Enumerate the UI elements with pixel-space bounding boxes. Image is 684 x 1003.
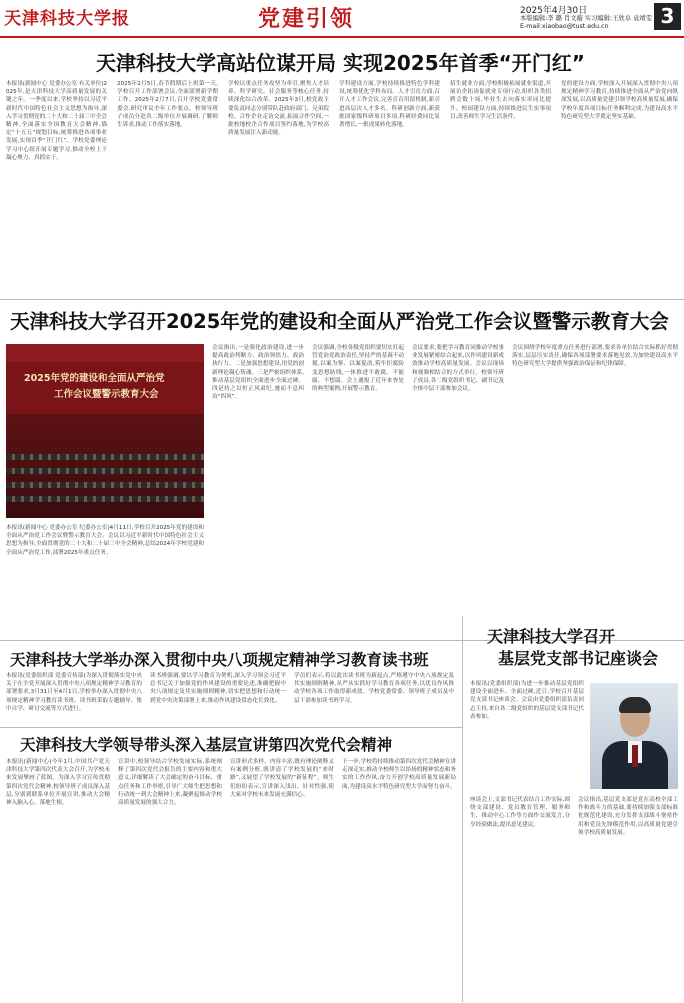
article5-col2: 座谈会上,支部书记代表结合工作实际,围绕支部建设、党员教育管理、服务师生、推动中心工作等方面作交流发言,分享经验做法,提出意见建议。 [470, 797, 570, 828]
divider [0, 299, 684, 300]
page-number: 3 [654, 3, 681, 30]
article1-col5: 招生就业方面,学校积极拓展就业渠道,开展访企拓岗促就业专项行动,组织各类招聘会数十场,毕业生去向落实率同比提升。校园建设方面,持续推进民生实事项目,改善师生学习生活条件。 [450, 81, 551, 120]
audience-row [6, 468, 204, 474]
masthead-divider [0, 36, 684, 38]
article4-col2: 宣讲中,校领导结合学校发展实际,系统阐释了第四次党代会报告的主要内容和重大意义,详细解读了大会确定的奋斗目标、重点任务和工作举措,引导广大师生把思想和行动统一到大会精神上来,凝聚起推动学校高质量发展的强大合力。 [118, 759, 222, 807]
editor-line: 本版编辑:李 璐 肖文璇 实习编辑:王欣卓 袁靖雯 [520, 15, 652, 22]
article1-col6: 党的建设方面,学校深入开展深入贯彻中央八项规定精神学习教育,持续推进全面从严治党向纵深发展,以高质量党建引领学校高质量发展,确保学校年度各项目标任务顺利完成,为建设高水平特色研究型大学奠定坚实基础。 [561, 81, 678, 120]
photo-logo-strip [6, 344, 204, 362]
article2-col2: 会议指出,一是强化政治建设,进一步提高政治判断力、政治领悟力、政治执行力。二是加强思想建设,用党的创新理论凝心铸魂。三是严密组织体系,推动基层党组织全面进步全面过硬。四是持之以恒正风肃纪,驰而不息纠治“四风”。 [212, 345, 304, 401]
article4-col3: 宣讲形式多样、内容丰富,既有理论阐释又有案例分析,既讲清了学校发展的“来时路”,又展望了学校发展的“新征程”。师生们纷纷表示,宣讲深入浅出、针对性强,使大家对学校未来发展充满信心。 [230, 759, 334, 798]
editor-credits [520, 15, 652, 31]
meeting-photo [6, 344, 204, 518]
audience-row [6, 496, 204, 502]
article4-headline: 天津科技大学领导带头深入基层宣讲第四次党代会精神 [20, 736, 393, 754]
article3-col1: 本报讯(党委组织部 党委宣传部)为深入贯彻落实党中央关于在全党开展深入贯彻中央八项规定精神学习教育的部署要求,3月31日至4月1日,学校举办深入贯彻中央八项规定精神学习教育读书班。读书班采取专题辅导、集中自学、研讨交流等方式进行。 [6, 673, 142, 712]
article3-col2: 读书班强调,要以学习教育为契机,深入学习领会习近平总书记关于加强党的作风建设的重要论述,准确把握中央八项规定及其实施细则精神,切实把思想和行动统一到党中央决策部署上来,推动作风建设常态化长效化。 [150, 673, 286, 704]
article1-col1: 本报讯(新闻中心 党委办公室 有关单位)2025年,是天津科技大学高质量发展的关键之年。一季度以来,学校坚持以习近平新时代中国特色社会主义思想为指导,深入学习贯彻党的二十大和二十届三中全会精神,全面落实全国教育大会精神,锚定“十五五”规划目标,统筹推进各项事业发展,实现首季“开门红”。学校党委理论学习中心组开展专题学习,推动全校上下凝心聚力、真抓实干。 [6, 81, 107, 161]
masthead [0, 0, 684, 40]
editor-email: E-mail:xiaobao@tust.edu.cn [520, 23, 609, 30]
portrait-hair [619, 697, 651, 713]
article2-col5: 会议围绕学校年度重点任务进行部署,要求各单位结合实际抓好贯彻落实,层层压实责任,确保各项部署要求落地见效,为加快建设高水平特色研究型大学提供坚强政治保证和纪律保障。 [512, 345, 678, 368]
article4-col1: 本报讯(新闻中心)今年1月,中国共产党天津科技大学第四次代表大会召开,为学校未来发展擘画了蓝图。为深入学习宣传贯彻第四次党代会精神,校领导班子成员深入基层,分别到联系单位开展宣讲,推动大会精神入脑入心、落地生根。 [6, 759, 110, 807]
column-divider [462, 616, 463, 1002]
speaker-portrait [590, 683, 678, 789]
article5-col1: 本报讯(党委组织部)为进一步推动基层党组织建设全面进步、全面过硬,近日,学校召开基层党支部书记座谈会。会议由党委组织部负责同志主持,来自各二级党组织的基层党支部书记代表参加。 [470, 681, 584, 720]
article2-col4: 会议要求,要把学习教育同推动学校事业发展紧密结合起来,以作风建设新成效推动学校高质量发展。会议以现场和视频相结合的方式举行。校领导班子成员,各二级党组织书记、副书记及全体中层干部参加会议。 [412, 345, 504, 393]
article3-col3: 学员们表示,将以此次读书班为新起点,严格遵守中央八项规定及其实施细则精神,从严从实抓好学习教育各项任务,以优良作风推动学校各项工作取得新成效。学校党委常委、领导班子成员及中层干部参加读书班学习。 [294, 673, 454, 704]
issue-date: 2025年4月30日 [520, 6, 588, 16]
article1-headline: 天津科技大学高站位谋开局 实现2025年首季“开门红” [96, 51, 585, 75]
article5-headline-line2: 基层党支部书记座谈会 [498, 649, 659, 668]
newspaper-logo: 天津科技大学报 [4, 9, 130, 29]
article1-col3: 学校以重点任务攻坚为牵引,聚焦人才培养、科学研究、社会服务等核心任务,持续深化综合改革。2025年3月,校党政主要负责同志分别带队赴政府部门、兄弟院校、合作企业走访交流,拓展合作空间,一批校地校企合作项目签约落地,为学校高质量发展注入新动能。 [228, 81, 329, 137]
audience-row [6, 454, 204, 460]
article1-col4: 学科建设方面,学校持续推进特色学科建设,统筹优化学科布局。人才引育方面,召开人才工作会议,完善引育用留机制,新引进高层次人才多名。科研创新方面,新获批国家级科研项目多项,科研经费同比显著增长,一批成果转化落地。 [339, 81, 440, 129]
article3-headline: 天津科技大学举办深入贯彻中央八项规定精神学习教育读书班 [10, 651, 429, 669]
banner-text-line2: 工作会议暨警示教育大会 [54, 389, 159, 400]
article2-col1: 本报讯(新闻中心 党委办公室 纪委办公室)4月11日,学校召开2025年党的建设和全面从严治党工作会议暨警示教育大会。会议以习近平新时代中国特色社会主义思想为指导,全面贯彻党的二十大和二十届三中全会精神,总结2024年学校党建和全面从严治党工作,部署2025年重点任务。 [6, 525, 204, 556]
article4-col4: 下一步,学校将持续推动第四次党代会精神宣讲走深走实,推动全校师生以昂扬的精神状态和务实的工作作风,奋力开创学校高质量发展新局面,为建设高水平特色研究型大学而努力奋斗。 [342, 759, 456, 790]
portrait-tie [632, 745, 638, 767]
divider [0, 727, 462, 728]
article5-col3: 会议指出,基层党支部是党在高校全部工作和战斗力的基础,要持续加强支部标准化规范化建设,充分发挥支部战斗堡垒作用和党员先锋模范作用,以高质量党建引领学校高质量发展。 [578, 797, 678, 836]
audience-hall [6, 414, 204, 518]
banner-text-line1: 2025年党的建设和全面从严治党 [24, 373, 165, 384]
article2-col3: 会议强调,全校各级党组织要切实扛起管党治党政治责任,坚持严的基调不动摇,以案为鉴、以案促改,筑牢拒腐防变思想防线,一体推进不敢腐、不能腐、不想腐。会上通报了近年来查处的典型案例,开展警示教育。 [312, 345, 404, 393]
article1-col2: 2025年2月5日,春节假期后上班第一天,学校召开工作部署会议,全面部署新学期工作。2025年2月7日,召开学校党委常委会,研究审议全年工作要点。校领导班子成员分赴各二级单位开展调研,了解师生诉求,推动工作落实落地。 [117, 81, 218, 129]
article5-headline-line1: 天津科技大学召开 [487, 627, 616, 646]
audience-row [6, 482, 204, 488]
article2-headline: 天津科技大学召开2025年党的建设和全面从严治党工作会议暨警示教育大会 [10, 310, 669, 333]
section-title: 党建引领 [258, 7, 355, 32]
